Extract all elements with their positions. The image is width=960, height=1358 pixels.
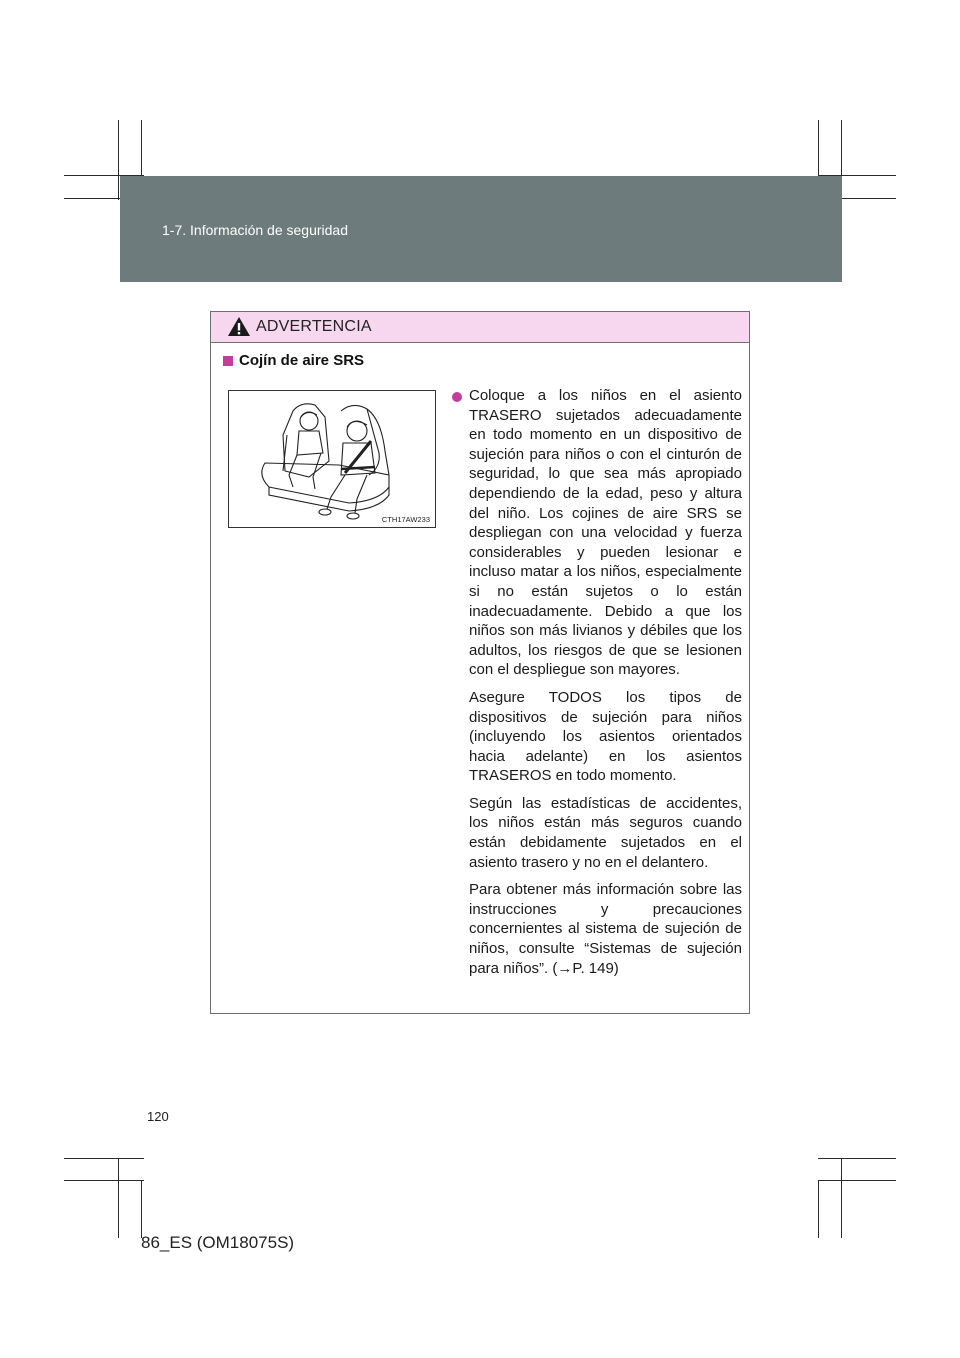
crop-mark <box>841 1158 842 1238</box>
crop-mark <box>118 120 119 200</box>
circle-bullet-icon <box>452 392 462 402</box>
subheading-text: Cojín de aire SRS <box>239 352 365 369</box>
crop-mark <box>141 1180 142 1238</box>
subheading <box>223 352 364 369</box>
child-seat-drawing <box>229 391 435 527</box>
warning-paragraph: Según las estadísticas de accidentes, los niños están más seguros cuando están debidamente sujetados en el asiento trasero y no en el delantero. <box>469 794 742 871</box>
warning-paragraph: Asegure TODOS los tipos de dispositivos de sujeción para niños (incluyendo los asientos orientados hacia adelante) en los asientos TRASEROS en todo momento. <box>469 688 742 785</box>
crop-mark <box>818 1158 896 1159</box>
figure-code: CTH17AW233 <box>381 515 430 524</box>
crop-mark <box>64 1158 144 1159</box>
warning-triangle-icon <box>227 316 251 337</box>
section-header-bar <box>120 176 842 282</box>
warning-paragraph: Para obtener más información sobre las instrucciones y precauciones concernientes al sistema de sujeción de niños, consulte “Sistemas de sujeción para niños”. (→P. 149) <box>469 881 742 977</box>
child-seat-illustration <box>228 390 436 528</box>
square-bullet-icon <box>223 356 233 366</box>
warning-box <box>210 311 750 1014</box>
crop-mark <box>118 1158 119 1238</box>
paragraph-text: Coloque a los niños en el asiento TRASERO sujetados adecuadamente en todo momento en un dispositivo de sujeción para niños o con el cinturón de seguridad, lo que sea más apropiado dependiendo de la edad, peso y altura del niño. Los cojines de aire SRS se despliegan con una velocidad y fuerza considerables y pueden lesionar e incluso matar a los niños, especialmente si no están sujetos o lo están inadecuadamente. Debido a que los niños son más livianos y débiles que los adultos, los riesgos de que se lesionen con el despliegue son mayores. <box>469 387 742 679</box>
document-code: 86_ES (OM18075S) <box>141 1233 295 1252</box>
crop-mark <box>818 1180 896 1181</box>
warning-label: ADVERTENCIA <box>256 318 372 335</box>
warning-text-column <box>452 386 742 986</box>
warning-header <box>211 312 749 343</box>
crop-mark <box>818 1180 819 1238</box>
page-number: 120 <box>147 1109 169 1124</box>
warning-paragraph <box>452 386 742 680</box>
crop-mark <box>64 1180 144 1181</box>
section-title: 1-7. Información de seguridad <box>162 222 348 238</box>
